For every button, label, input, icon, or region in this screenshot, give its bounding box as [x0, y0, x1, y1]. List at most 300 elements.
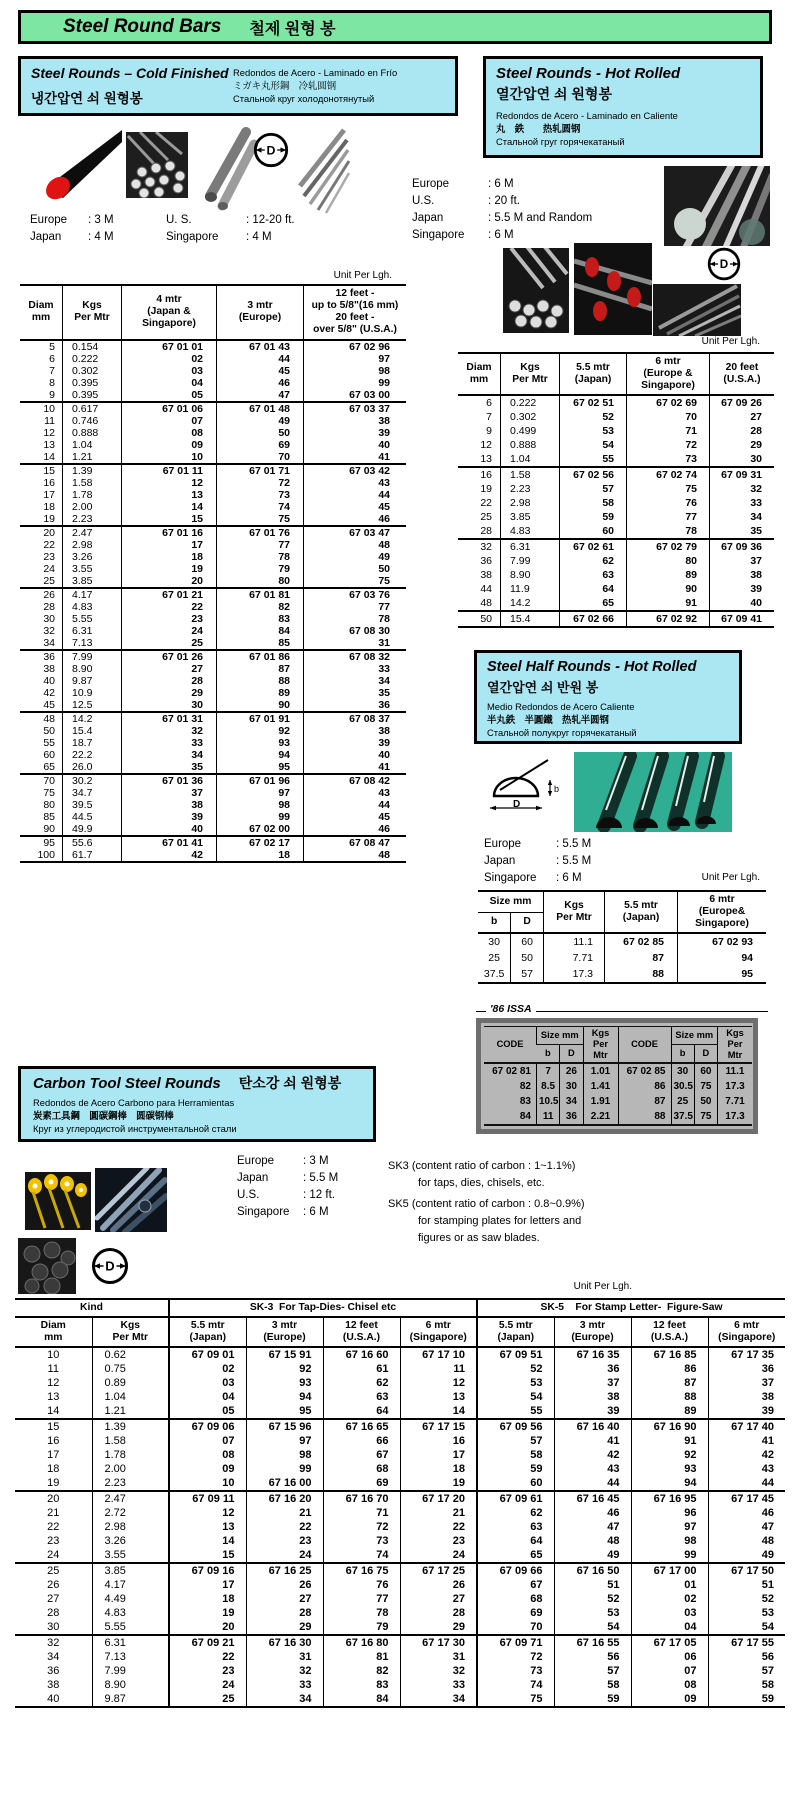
table-cell: 67 02 85	[618, 1063, 671, 1079]
table-cell: 76	[323, 1578, 400, 1592]
table-cell: 38	[710, 568, 775, 582]
length-item: Singapore : 6 M	[237, 1206, 329, 1218]
table-row	[15, 1635, 785, 1650]
table-cell: 54	[554, 1620, 631, 1635]
table-cell: 88	[217, 675, 304, 687]
table-cell: 67 09 56	[477, 1419, 554, 1434]
table-cell: 49	[304, 551, 407, 563]
table-cell: 5.55	[63, 613, 122, 625]
table-row	[15, 1548, 785, 1563]
table-cell: 19	[400, 1476, 477, 1491]
table-cell: 34	[246, 1692, 323, 1707]
red-end-bar-photo	[38, 130, 124, 212]
table-cell: 99	[304, 377, 407, 389]
table-cell: 6.31	[501, 539, 560, 554]
table-cell: 98	[631, 1534, 708, 1548]
column-header: b	[537, 1044, 560, 1063]
table-row	[20, 675, 406, 687]
table-cell: 67 16 80	[323, 1635, 400, 1650]
sk5-header: SK-5 For Stamp Letter- Figure-Saw	[477, 1299, 785, 1317]
table-cell: 01	[631, 1578, 708, 1592]
table-row	[15, 1650, 785, 1664]
table-cell: 0.888	[63, 427, 122, 439]
table-cell: 6	[49, 352, 55, 365]
table-cell: 28	[47, 1607, 60, 1620]
table-cell: 86	[631, 1362, 708, 1376]
table-cell: 30	[710, 452, 775, 467]
table-row	[20, 823, 406, 836]
table-cell: 32	[400, 1664, 477, 1678]
svg-text:D: D	[266, 143, 276, 158]
table-cell: 1.78	[92, 1448, 169, 1462]
table-cell: 1.04	[92, 1390, 169, 1404]
table-cell: 2.47	[92, 1491, 169, 1506]
table-cell: 58	[560, 496, 627, 510]
table-cell: 67 02 93	[678, 933, 767, 950]
table-cell: 43	[304, 787, 407, 799]
table-cell: 89	[627, 568, 710, 582]
table-cell: 33	[400, 1678, 477, 1692]
carbon-subtitle-russian: Круг из углеродистой инструментальной стали	[33, 1123, 237, 1134]
table-cell: 36	[554, 1362, 631, 1376]
table-cell: 12	[169, 1506, 246, 1520]
table-cell: 57	[554, 1664, 631, 1678]
hot-title: Steel Rounds - Hot Rolled	[496, 65, 681, 82]
table-cell: 67 01 76	[217, 526, 304, 539]
table-cell: 4.83	[501, 524, 560, 539]
table-cell: 37.5	[671, 1109, 694, 1125]
table-cell: 29	[710, 438, 775, 452]
table-cell: 14	[47, 1405, 60, 1418]
table-cell: 67 09 51	[477, 1347, 554, 1362]
column-header: 6 mtr (Europe & Singapore)	[627, 353, 710, 395]
table-cell: 67 17 20	[400, 1491, 477, 1506]
table-cell: 94	[631, 1476, 708, 1491]
table-cell: 69	[217, 439, 304, 451]
table-cell: 29	[122, 687, 217, 699]
table-cell: 47	[708, 1520, 785, 1534]
table-cell: 67 16 60	[323, 1347, 400, 1362]
data-table	[20, 284, 406, 863]
table-cell: 71	[323, 1506, 400, 1520]
table-cell: 38	[43, 662, 55, 675]
table-cell: 53	[477, 1376, 554, 1390]
table-row	[458, 582, 774, 596]
table-cell: 36	[560, 1109, 583, 1125]
table-cell: 67 16 35	[554, 1347, 631, 1362]
table-cell: 9.87	[92, 1692, 169, 1707]
table-cell: 53	[708, 1606, 785, 1620]
table-cell: 72	[323, 1520, 400, 1534]
table-cell: 91	[627, 596, 710, 611]
table-cell: 76	[627, 496, 710, 510]
table-cell: 14	[122, 501, 217, 513]
table-cell: 6.31	[92, 1635, 169, 1650]
length-item: U.S. : 12 ft.	[237, 1189, 335, 1201]
unit-label: Unit Per Lgh.	[701, 336, 760, 347]
column-header: 3 mtr (Europe)	[217, 285, 304, 340]
table-cell: 2.23	[92, 1476, 169, 1491]
table-cell: 60	[560, 524, 627, 539]
table-cell: 67 02 17	[217, 836, 304, 849]
table-cell: 8.90	[501, 568, 560, 582]
issa-label: '86 ISSA	[486, 1003, 536, 1015]
table-cell: 0.89	[92, 1376, 169, 1390]
table-cell: 49.9	[63, 823, 122, 836]
table-cell: 67 17 05	[631, 1635, 708, 1650]
length-item: Japan : 4 M	[30, 231, 114, 243]
table-row	[458, 539, 774, 554]
table-cell: 69	[477, 1606, 554, 1620]
table-cell: 2.98	[92, 1520, 169, 1534]
column-header: CODE	[484, 1027, 537, 1063]
table-cell: 33	[246, 1678, 323, 1692]
table-cell: 82	[217, 601, 304, 613]
table-cell: 42	[708, 1448, 785, 1462]
unit-label: Unit Per Lgh.	[573, 1281, 632, 1292]
column-header: Diam mm	[458, 353, 501, 395]
table-cell: 43	[554, 1462, 631, 1476]
table-cell: 1.39	[63, 464, 122, 477]
table-cell: 25	[43, 574, 55, 587]
table-cell: 11.9	[501, 582, 560, 596]
table-cell: 68	[323, 1462, 400, 1476]
table-cell: 2.23	[63, 513, 122, 526]
table-row	[15, 1476, 785, 1491]
table-cell: 17	[43, 488, 55, 501]
table-cell: 32	[122, 725, 217, 737]
table-cell: 25	[488, 952, 500, 965]
table-cell: 67 09 11	[169, 1491, 246, 1506]
data-table	[458, 352, 774, 628]
table-cell: 74	[217, 501, 304, 513]
table-cell: 42	[122, 849, 217, 862]
table-cell: 67 08 47	[304, 836, 407, 849]
table-cell: 93	[217, 737, 304, 749]
table-cell: 36	[47, 1665, 60, 1678]
table-cell: 48	[20, 712, 63, 725]
table-cell: 35	[710, 524, 775, 539]
table-cell: 10.9	[63, 687, 122, 699]
diameter-icon	[706, 246, 742, 282]
table-cell: 19	[480, 483, 492, 496]
column-header: Size mm	[537, 1027, 584, 1045]
table-cell: 28	[400, 1606, 477, 1620]
table-cell: 87	[618, 1094, 671, 1109]
table-cell: 46	[217, 377, 304, 389]
cold-subtitle-spanish: Redondos de Acero - Laminado en Frío	[233, 67, 398, 78]
table-row	[20, 464, 406, 477]
table-cell: 26.0	[63, 761, 122, 774]
table-cell: 3.26	[92, 1534, 169, 1548]
half-title: Steel Half Rounds - Hot Rolled	[487, 659, 697, 675]
column-header: D	[560, 1044, 583, 1063]
table-cell: 73	[627, 452, 710, 467]
table-cell: 74	[323, 1548, 400, 1563]
table-row	[15, 1362, 785, 1376]
table-cell: 34	[560, 1094, 583, 1109]
table-cell: 94	[678, 950, 767, 966]
table-row	[20, 811, 406, 823]
table-cell: 24	[122, 625, 217, 637]
table-row	[20, 477, 406, 489]
table-cell: 33	[710, 496, 775, 510]
table-cell: 7.99	[92, 1664, 169, 1678]
table-cell: 1.58	[92, 1434, 169, 1448]
table-cell: 7.71	[544, 950, 605, 966]
table-cell: 1.39	[92, 1419, 169, 1434]
table-cell: 67 01 26	[122, 650, 217, 663]
table-cell: 75	[477, 1692, 554, 1707]
table-row	[15, 1419, 785, 1434]
table-cell: 22	[480, 497, 492, 510]
table-cell: 0.154	[63, 340, 122, 353]
table-cell: 3.85	[63, 575, 122, 588]
cold-subtitle-cjk: ミガキ丸形鋼 冷轧圆钢	[233, 80, 337, 91]
table-cell: 60	[43, 748, 55, 761]
table-cell: 2.47	[63, 526, 122, 539]
table-cell: 27	[400, 1592, 477, 1606]
table-row	[20, 663, 406, 675]
table-cell: 77	[217, 539, 304, 551]
table-cell: 07	[122, 415, 217, 427]
table-cell: 07	[169, 1434, 246, 1448]
table-cell: 05	[122, 389, 217, 402]
table-cell: 70	[217, 451, 304, 464]
table-cell: 36	[480, 555, 492, 568]
table-cell: 67 01 11	[122, 464, 217, 477]
table-cell: 61	[323, 1362, 400, 1376]
tool-steel-bars-photo	[95, 1168, 167, 1232]
length-item: Europe : 6 M	[412, 178, 514, 190]
table-cell: 1.91	[583, 1094, 618, 1109]
table-cell: 09	[631, 1692, 708, 1707]
table-cell: 78	[217, 551, 304, 563]
table-cell: 67 15 96	[246, 1419, 323, 1434]
column-header: 6 mtr (Europe& Singapore)	[678, 891, 767, 933]
table-cell: 03	[631, 1606, 708, 1620]
table-row	[458, 424, 774, 438]
table-cell: 2.72	[92, 1506, 169, 1520]
table-row	[20, 749, 406, 761]
table-cell: 3.55	[63, 563, 122, 575]
half-subtitle-cjk: 半丸鉄 半圓鐵 热轧半圆钢	[487, 714, 609, 725]
table-cell: 88	[605, 966, 678, 983]
table-cell: 75	[694, 1109, 717, 1125]
table-cell: 7	[49, 364, 55, 377]
table-row	[15, 1376, 785, 1390]
half-round-diagram	[486, 756, 566, 818]
table-cell: 56	[708, 1650, 785, 1664]
table-row	[20, 761, 406, 774]
table-cell: 15	[169, 1548, 246, 1563]
hot-bars-photo	[664, 166, 770, 246]
table-cell: 67 01 41	[122, 836, 217, 849]
table-row	[484, 1094, 752, 1109]
header-row	[20, 285, 406, 340]
table-cell: 73	[217, 489, 304, 501]
table-cell: 48	[304, 539, 407, 551]
table-cell: 5	[49, 340, 55, 353]
hot-title-korean: 열간압연 쇠 원형봉	[496, 86, 612, 102]
table-cell: 88	[631, 1390, 708, 1404]
sk-table	[15, 1298, 785, 1708]
header-row	[458, 353, 774, 395]
table-cell: 40	[122, 823, 217, 836]
table-cell: 70	[627, 410, 710, 424]
table-cell: 77	[627, 510, 710, 524]
table-row	[20, 513, 406, 526]
page-title: Steel Round Bars	[63, 16, 222, 37]
table-row	[20, 613, 406, 625]
table-row	[20, 451, 406, 464]
table-cell: 89	[217, 687, 304, 699]
column-header: Diam mm	[15, 1317, 92, 1347]
table-cell: 15	[15, 1419, 92, 1434]
issa-code-table	[484, 1026, 752, 1126]
half-subtitle-spanish: Medio Redondos de Acero Caliente	[487, 701, 635, 712]
table-cell: 7.13	[63, 637, 122, 650]
table-row	[15, 1448, 785, 1462]
length-item: U.S. : 20 ft.	[412, 195, 520, 207]
table-cell: 67 01 43	[217, 340, 304, 353]
sk-notes	[388, 1158, 585, 1247]
table-cell: 43	[708, 1462, 785, 1476]
table-cell: 30	[47, 1621, 60, 1634]
column-header: 6 mtr (Singapore)	[400, 1317, 477, 1347]
table-cell: 39	[304, 737, 407, 749]
table-cell: 29	[246, 1620, 323, 1635]
table-cell: 67 08 42	[304, 774, 407, 787]
table-cell: 13	[122, 489, 217, 501]
table-cell: 67 09 31	[710, 467, 775, 482]
table-cell: 67 16 30	[246, 1635, 323, 1650]
length-item: Japan : 5.5 M and Random	[412, 212, 593, 224]
table-cell: 67 09 61	[477, 1491, 554, 1506]
table-cell: 4.17	[63, 588, 122, 601]
table-cell: 25	[169, 1692, 246, 1707]
table-cell: 67 09 66	[477, 1563, 554, 1578]
table-cell: 23	[400, 1534, 477, 1548]
table-cell: 67 16 95	[631, 1491, 708, 1506]
sk5-note-line3: figures or as saw blades.	[418, 1232, 540, 1244]
table-cell: 63	[323, 1390, 400, 1404]
table-row	[20, 725, 406, 737]
carbon-subtitle-cjk: 炭素工具鋼 圓碳鋼棒 圆碳钢棒	[33, 1110, 174, 1121]
table-row	[478, 933, 766, 950]
carbon-title-korean: 탄소강 쇠 원형봉	[238, 1075, 342, 1091]
table-cell: 98	[246, 1448, 323, 1462]
table-cell: 67 02 61	[560, 539, 627, 554]
table-cell: 58	[477, 1448, 554, 1462]
table-cell: 36	[20, 650, 63, 663]
page-title-korean: 철제 원형 봉	[249, 20, 336, 38]
table-cell: 4.83	[92, 1606, 169, 1620]
table-cell: 41	[708, 1434, 785, 1448]
table-cell: 48	[304, 849, 407, 862]
table-cell: 23	[169, 1664, 246, 1678]
table-cell: 22	[43, 538, 55, 551]
table-row	[15, 1404, 785, 1419]
table-row	[20, 439, 406, 451]
table-cell: 9	[49, 388, 55, 401]
table-row	[20, 427, 406, 439]
column-header: Kgs Per Mtr	[544, 891, 605, 933]
table-cell: 67 16 00	[246, 1476, 323, 1491]
table-cell: 49	[708, 1548, 785, 1563]
header-row	[15, 1299, 785, 1317]
table-cell: 51	[708, 1578, 785, 1592]
table-row	[458, 510, 774, 524]
table-cell: 65	[560, 596, 627, 611]
table-cell: 45	[217, 365, 304, 377]
table-cell: 24	[169, 1678, 246, 1692]
table-cell: 26	[47, 1579, 60, 1592]
table-cell: 1.58	[63, 477, 122, 489]
table-cell: 77	[323, 1592, 400, 1606]
table-cell: 12	[480, 439, 492, 452]
table-cell: 31	[246, 1650, 323, 1664]
table-cell: 6	[486, 397, 492, 410]
header-row	[484, 1027, 752, 1045]
table-cell: 20	[169, 1620, 246, 1635]
table-cell: 23	[47, 1535, 60, 1548]
table-cell: 0.499	[501, 424, 560, 438]
table-cell: 52	[477, 1362, 554, 1376]
table-cell: 67 02 79	[627, 539, 710, 554]
table-cell: 67 02 81	[492, 1065, 531, 1077]
cold-finished-box	[18, 56, 458, 116]
table-cell: 67 01 21	[122, 588, 217, 601]
table-cell: 59	[477, 1462, 554, 1476]
table-cell: 92	[246, 1362, 323, 1376]
half-title-korean: 열간압연 쇠 반원 봉	[487, 680, 599, 695]
table-cell: 40	[304, 749, 407, 761]
table-cell: 67 02 56	[560, 467, 627, 482]
carbon-sk-table	[15, 1298, 785, 1708]
table-cell: 72	[217, 477, 304, 489]
table-cell: 67 09 16	[169, 1563, 246, 1578]
table-cell: 55.6	[63, 836, 122, 849]
table-cell: 71	[627, 424, 710, 438]
table-cell: 17.3	[718, 1109, 753, 1125]
cold-subtitles	[233, 66, 397, 105]
column-header: 4 mtr (Japan & Singapore)	[122, 285, 217, 340]
table-cell: 44	[304, 799, 407, 811]
table-row	[20, 625, 406, 637]
table-row	[15, 1491, 785, 1506]
issa-code-box	[476, 1018, 758, 1134]
table-cell: 2.23	[501, 482, 560, 496]
table-cell: 67 09 71	[477, 1635, 554, 1650]
table-row	[15, 1664, 785, 1678]
table-row	[15, 1506, 785, 1520]
table-cell: 52	[560, 410, 627, 424]
table-cell: 44.5	[63, 811, 122, 823]
table-cell: 4.17	[92, 1578, 169, 1592]
table-row	[20, 402, 406, 415]
table-cell: 1.21	[63, 451, 122, 464]
table-cell: 45	[304, 811, 407, 823]
cold-title-korean: 냉간압연 쇠 원형봉	[31, 91, 143, 106]
table-cell: 24	[246, 1548, 323, 1563]
table-cell: 2.98	[63, 539, 122, 551]
table-row	[15, 1592, 785, 1606]
table-row	[20, 836, 406, 849]
table-cell: 7.99	[63, 650, 122, 663]
table-cell: 12	[122, 477, 217, 489]
table-cell: 64	[560, 582, 627, 596]
